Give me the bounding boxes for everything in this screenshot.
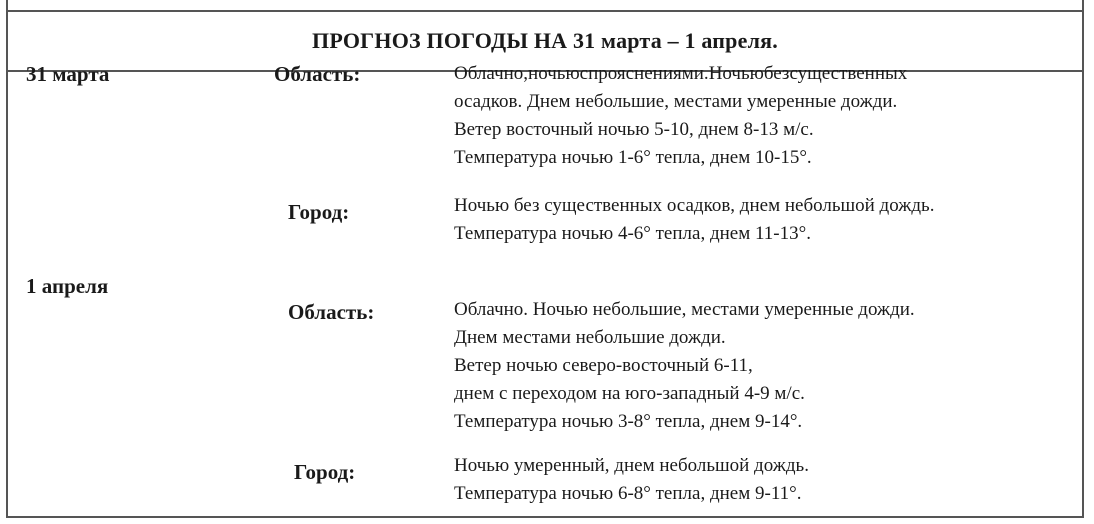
- city-forecast-text: [454, 452, 809, 508]
- forecast-word: без: [763, 63, 790, 84]
- forecast-word: Облачно,: [454, 63, 529, 84]
- forecast-line: днем с переходом на юго-западный 4-9 м/с.: [454, 383, 805, 404]
- region-forecast-text: [454, 296, 915, 436]
- region-label: Область:: [274, 62, 361, 86]
- forecast-line: Ветер ночью северо-восточный 6-11,: [454, 355, 753, 376]
- forecast-line: Ночью без существенных осадков, днем небольшой дождь.: [454, 195, 935, 216]
- forecast-document: [6, 0, 1084, 518]
- forecast-word: прояснениями.: [588, 63, 709, 84]
- forecast-line: Температура ночью 1-6° тепла, днем 10-15°.: [454, 147, 812, 168]
- forecast-line: Ветер восточный ночью 5-10, днем 8-13 м/с.: [454, 119, 814, 140]
- forecast-word: существенных: [789, 63, 908, 84]
- region-forecast-text: [454, 60, 1082, 172]
- region-label: Область:: [288, 300, 375, 324]
- forecast-line: Днем местами небольшие дожди.: [454, 327, 726, 348]
- forecast-line: Температура ночью 3-8° тепла, днем 9-14°.: [454, 411, 803, 432]
- forecast-word: с: [579, 63, 589, 84]
- forecast-line: осадков. Днем небольшие, местами умеренные дожди.: [454, 91, 898, 112]
- forecast-line: Температура ночью 4-6° тепла, днем 11-13°.: [454, 223, 811, 244]
- day-date: 1 апреля: [26, 274, 109, 298]
- city-forecast-text: [454, 192, 934, 248]
- forecast-title: ПРОГНОЗ ПОГОДЫ НА 31 марта – 1 апреля.: [312, 28, 778, 53]
- city-label: Город:: [294, 460, 356, 484]
- forecast-word: ночью: [528, 63, 580, 84]
- forecast-line: Ночью умеренный, днем небольшой дождь.: [454, 455, 809, 476]
- day-date: 31 марта: [26, 62, 110, 86]
- city-label: Город:: [288, 200, 350, 224]
- forecast-line: Температура ночью 6-8° тепла, днем 9-11°.: [454, 483, 802, 504]
- forecast-word: Ночью: [708, 63, 764, 84]
- forecast-line: [454, 60, 1082, 88]
- forecast-line: Облачно. Ночью небольшие, местами умеренные дожди.: [454, 299, 915, 320]
